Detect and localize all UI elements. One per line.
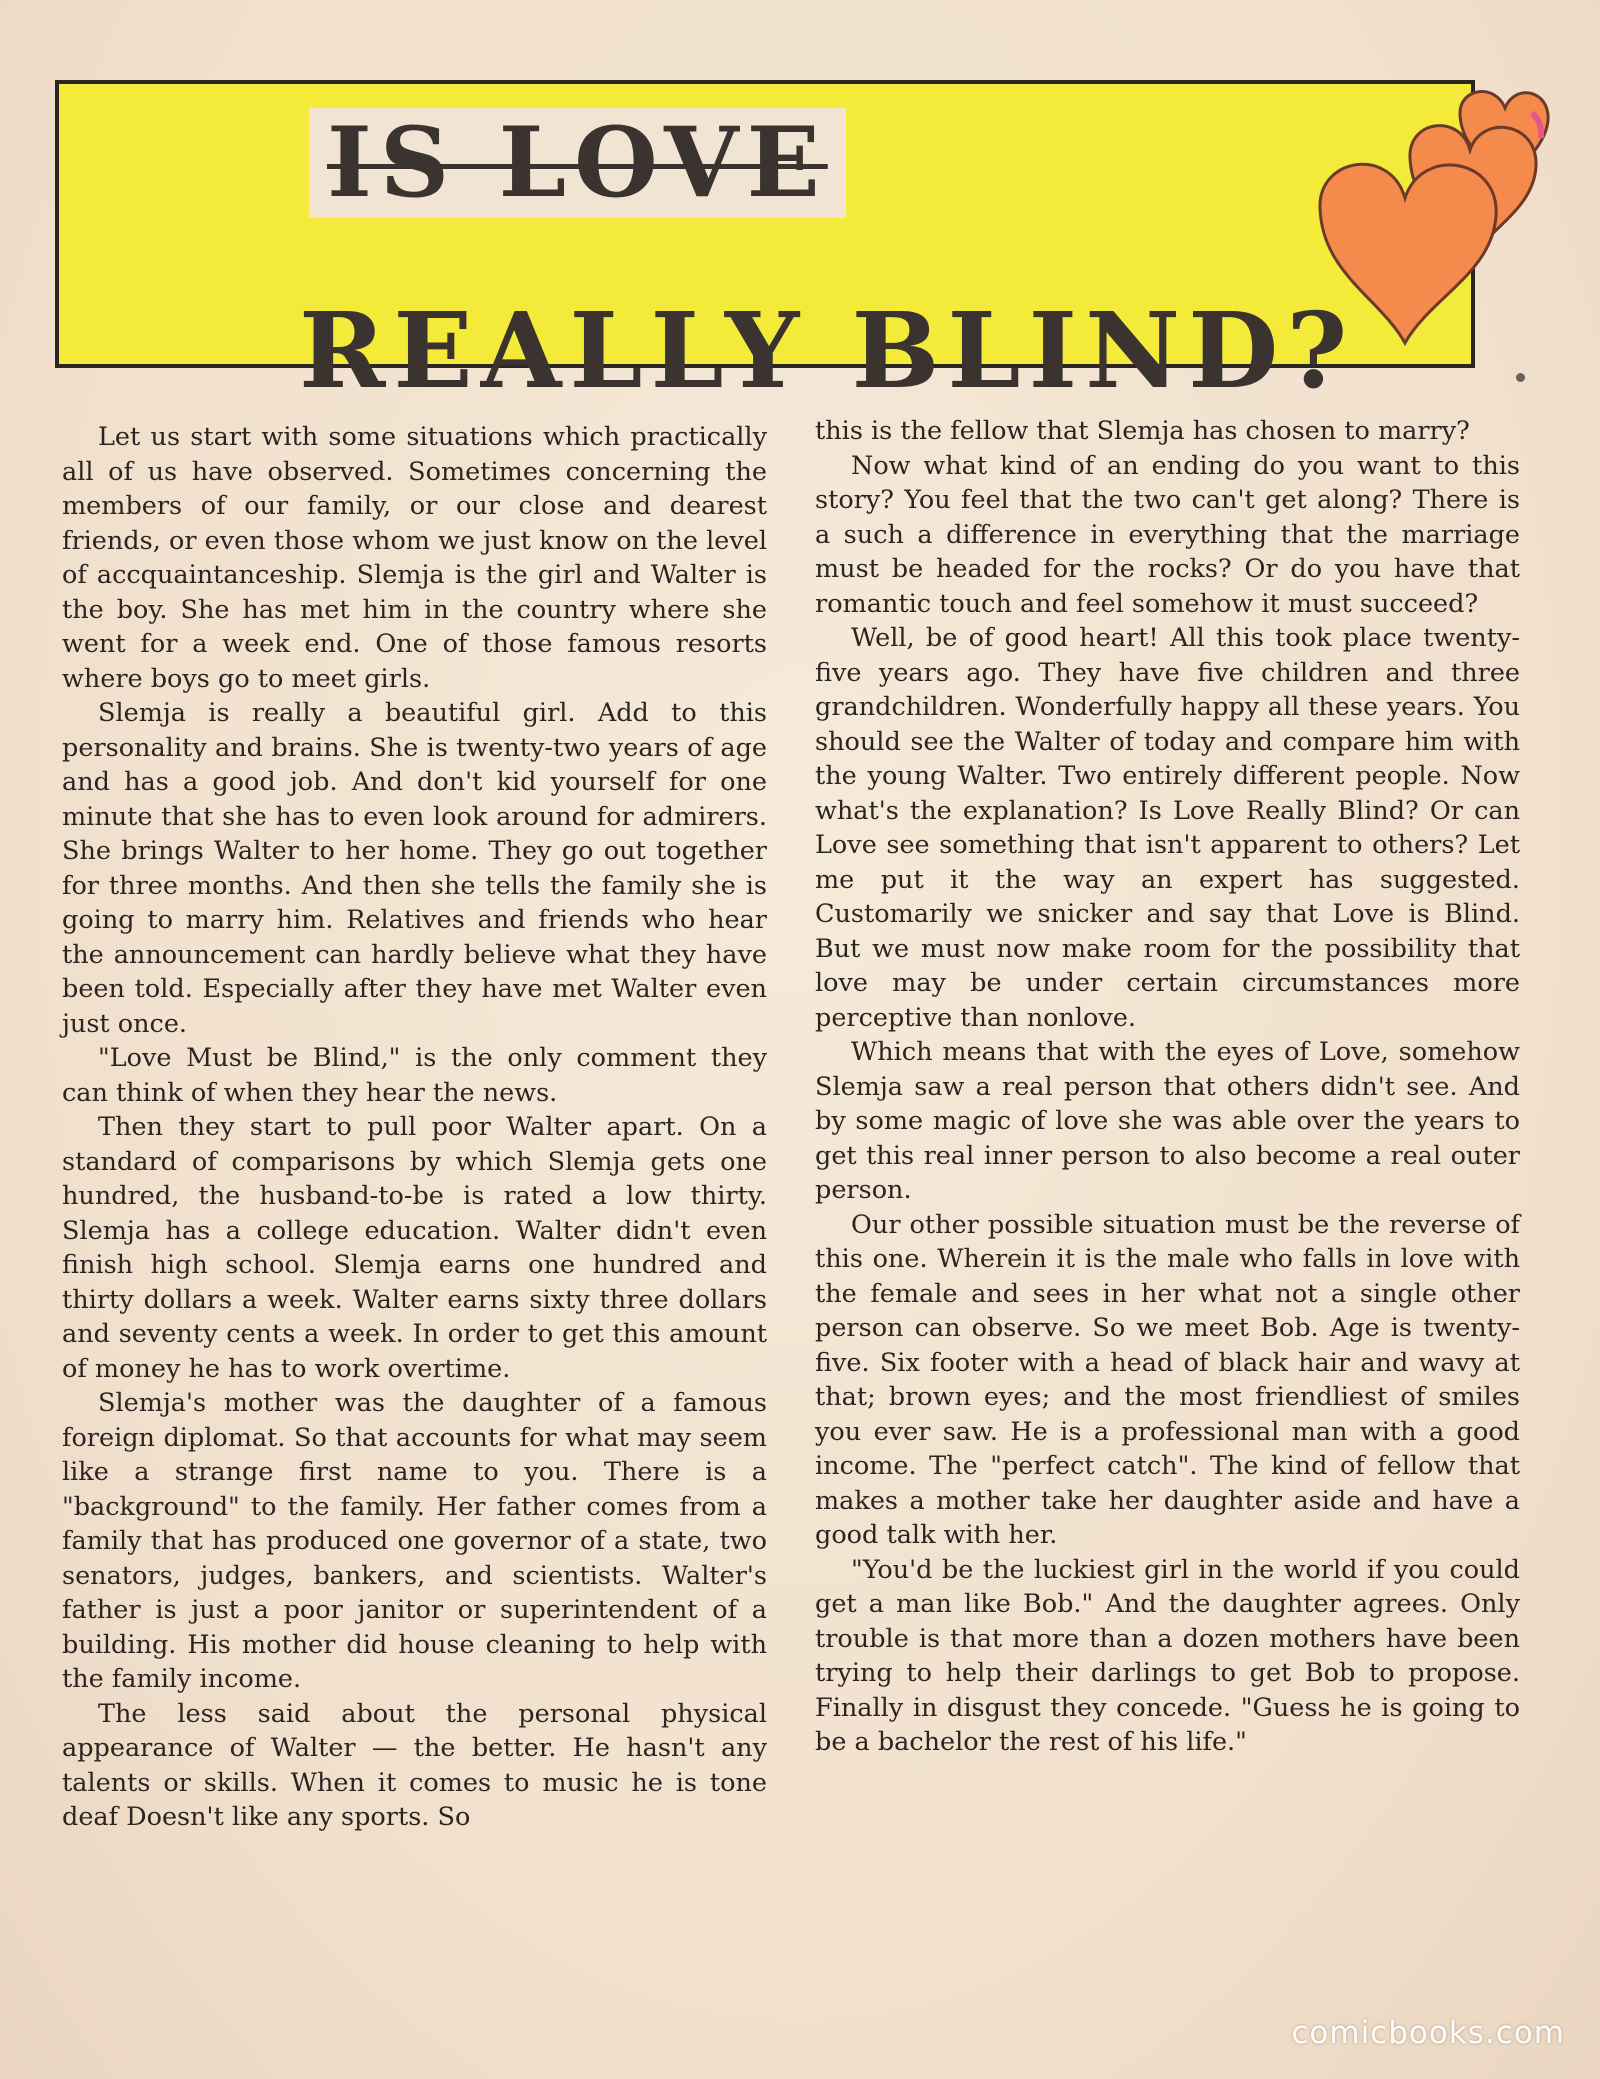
title-panel: [55, 80, 1475, 412]
right-paragraph-2: Well, be of good heart! All this took place twenty-five years ago. They have five children and three grandchildren. Wonderfully happy all these years. You should see the Walter of today and compare him with the young Walter. Two entirely different people. Now what's the explanation? Is Love Really Blind? Or can Love see something that isn't apparent to others? Let me put it the way an expert has suggested. Customarily we snicker and say that Love is Blind. But we must now make room for the possibility that love may be under certain circumstances more perceptive than nonlove.: [815, 623, 1520, 1033]
right-paragraph-3: Which means that with the eyes of Love, somehow Slemja saw a real person that others didn't see. And by some magic of love she was able over the years to get this real inner person to also become a real outer person.: [815, 1037, 1520, 1205]
heart-front: [1320, 164, 1496, 343]
title-line-2: REALLY BLIND?: [299, 289, 1356, 412]
ink-dot: [1516, 373, 1525, 382]
left-paragraph-3: "Love Must be Blind," is the only comment they can think of when they hear the news.: [62, 1043, 767, 1108]
left-paragraph-2: Slemja is really a beautiful girl. Add to this personality and brains. She is twenty-two years of age and has a good job. And don't kid yourself for one minute that she has to even look around for admirers. She brings Walter to her home. They go out together for three months. And then she tells the family she is going to marry him. Relatives and friends who hear the announcement can hardly believe what they have been told. Especially after they have met Walter even just once.: [62, 698, 767, 1039]
title-line-1: IS LOVE: [309, 108, 846, 218]
right-paragraph-continued: this is the fellow that Slemja has chosen to marry?: [815, 416, 1470, 446]
hearts-icon: [1300, 58, 1560, 348]
right-paragraph-5: "You'd be the luckiest girl in the world if you could get a man like Bob." And the daughter agrees. Only trouble is that more than a dozen mothers have been trying to help their darlings to get Bob to propose. Finally in disgust they concede. "Guess he is going to be a bachelor the rest of his life.": [815, 1554, 1520, 1757]
left-column: [62, 420, 767, 1835]
left-paragraph-6: The less said about the personal physical appearance of Walter — the better. He hasn't any talents or skills. When it comes to music he is tone deaf Doesn't like any sports. So: [62, 1698, 767, 1832]
left-paragraph-4: Then they start to pull poor Walter apart. On a standard of comparisons by which Slemja gets one hundred, the husband-to-be is rated a low thirty. Slemja has a college education. Walter didn't even finish high school. Slemja earns one hundred and thirty dollars a week. Walter earns sixty three dollars and seventy cents a week. In order to get this amount of money he has to work overtime.: [62, 1112, 767, 1384]
right-column: [815, 414, 1520, 1760]
right-paragraph-1: Now what kind of an ending do you want to this story? You feel that the two can't get along? There is a such a difference in everything that the marriage must be headed for the rocks? Or do you have that romantic touch and feel somehow it must succeed?: [815, 450, 1520, 619]
left-paragraph-5: Slemja's mother was the daughter of a famous foreign diplomat. So that accounts for what may seem like a strange first name to you. There is a "background" to the family. Her father comes from a family that has produced one governor of a state, two senators, judges, bankers, and scientists. Walter's father is just a poor janitor or superintendent of a building. His mother did house cleaning to help with the family income.: [62, 1388, 767, 1694]
left-paragraph-1: Let us start with some situations which practically all of us have observed. Sometimes concerning the members of our family, or our close and dearest friends, or even those whom we just know on the level of accquaintanceship. Slemja is the girl and Walter is the boy. She has met him in the country where she went for a week end. One of those famous resorts where boys go to meet girls.: [62, 422, 767, 694]
right-paragraph-4: Our other possible situation must be the reverse of this one. Wherein it is the male who falls in love with the female and sees in her what not a single other person can observe. So we meet Bob. Age is twenty-five. Six footer with a head of black hair and wavy at that; brown eyes; and the most friendliest of smiles you ever saw. He is a professional man with a good income. The "perfect catch". The kind of fellow that makes a mother take her daughter aside and have a good talk with her.: [815, 1209, 1520, 1550]
watermark: comicbooks.com: [1291, 2015, 1565, 2051]
